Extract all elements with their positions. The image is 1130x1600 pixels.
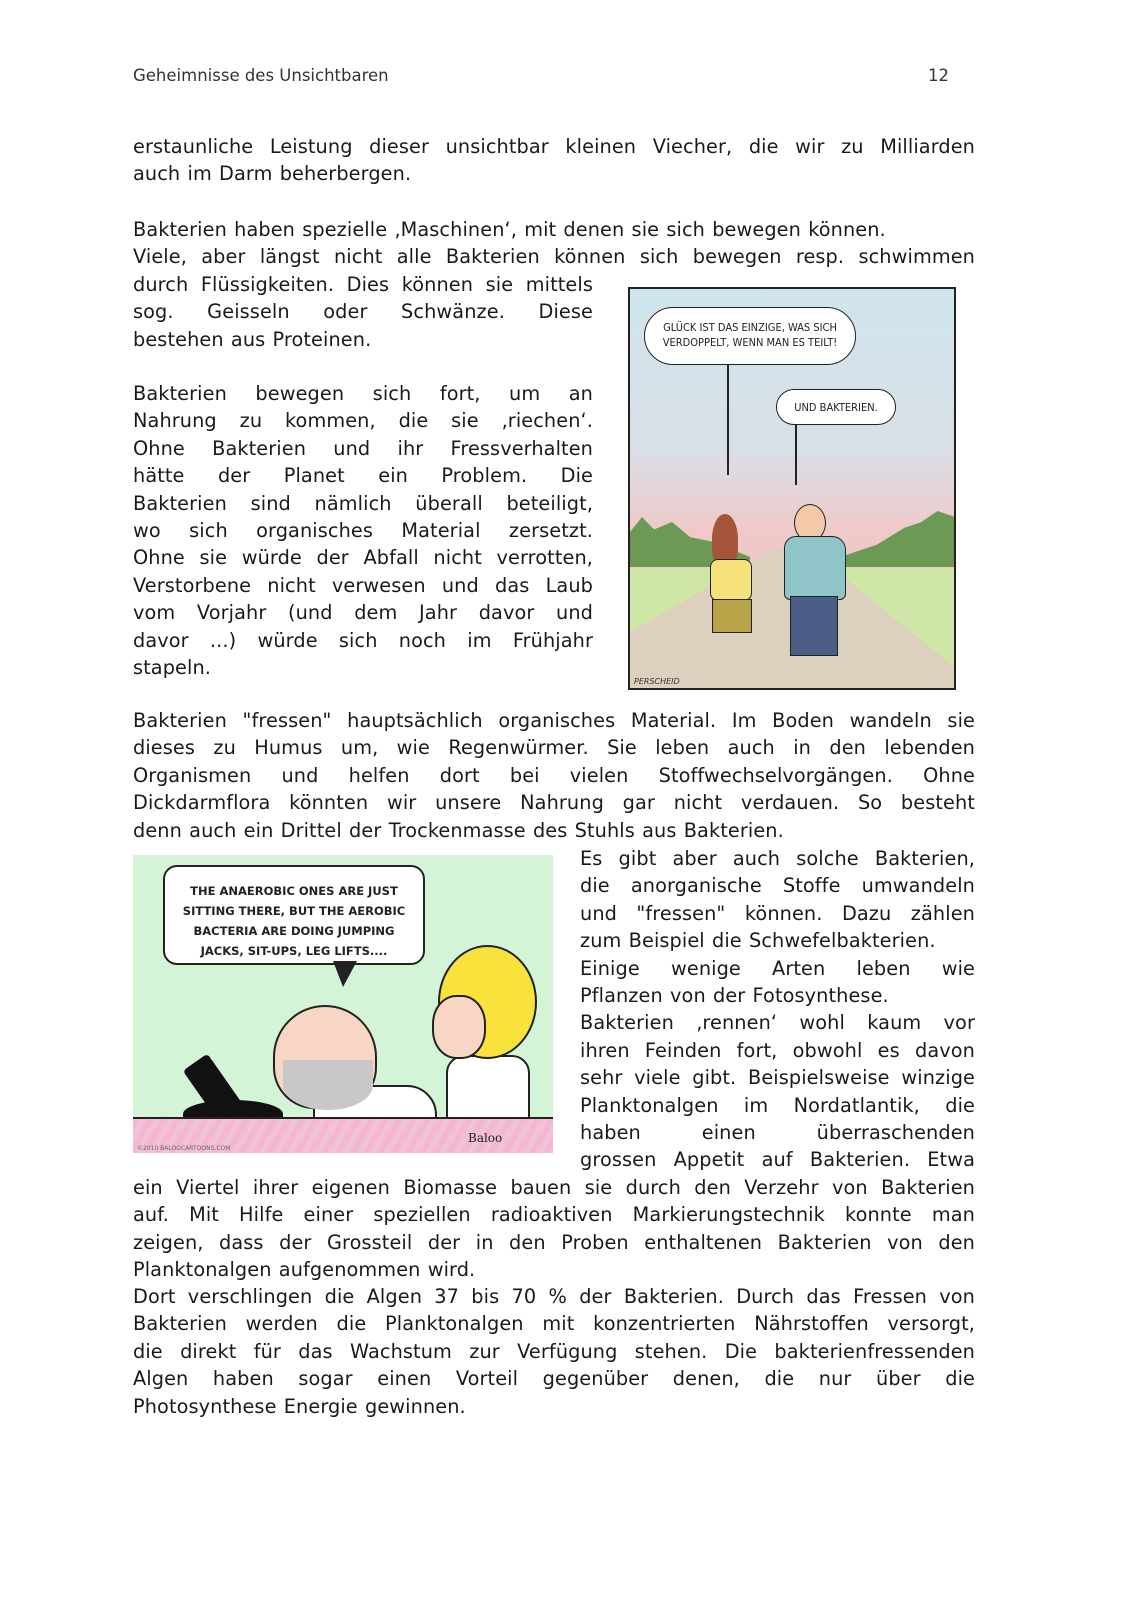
bubble-line: BACTERIA ARE DOING JUMPING	[193, 924, 395, 938]
text-line: Es gibt aber auch solche Bakterien,	[580, 847, 975, 870]
text-line: Photosynthese Energie gewinnen.	[133, 1394, 466, 1418]
text-line: Planktonalgen aufgenommen wird.	[133, 1258, 476, 1282]
woman-figure	[710, 514, 760, 664]
text-line: grossen Appetit auf Bakterien. Etwa	[580, 1148, 975, 1172]
text-line: Pflanzen von der Fotosynthese.	[580, 984, 889, 1008]
text-line: Ohne Bakterien und ihr Fressverhalten	[133, 436, 593, 460]
woman-figure	[428, 945, 538, 1135]
speech-tail	[795, 425, 797, 485]
man-figure	[780, 504, 850, 664]
text-line: Bakterien sind nämlich überall beteiligt,	[133, 491, 593, 515]
text-line: Nahrung zu kommen, die sie ‚riechen‘.	[133, 409, 593, 433]
page-number: 12	[928, 66, 949, 85]
text-line: vom Vorjahr (und dem Jahr davor und	[133, 601, 593, 625]
paragraph-inorganic	[580, 845, 975, 1174]
text-line: Organismen und helfen dort bei vielen Stoffwechselvorgängen. Ohne	[133, 763, 975, 787]
text-line: Bakterien ‚rennen‘ wohl kaum vor	[580, 1011, 975, 1035]
text-line: davor ...) würde sich noch im Frühjahr	[133, 628, 593, 652]
text-line: Bakterien "fressen" hauptsächlich organisches Material. Im Boden wandeln sie	[133, 709, 975, 732]
text-line: Bakterien bewegen sich fort, um an	[133, 382, 593, 405]
speech-bubble-man: UND BAKTERIEN.	[776, 389, 896, 425]
cartoon-signature: PERSCHEID	[634, 677, 680, 686]
text-line: zum Beispiel die Schwefelbakterien.	[580, 929, 936, 953]
cartoon-copyright: ©2010 BALOOCARTOONS.COM	[137, 1145, 231, 1152]
text-line: und "fressen" können. Dazu zählen	[580, 901, 975, 925]
text-line: sog. Geisseln oder Schwänze. Diese	[133, 300, 593, 324]
speech-bubble-scientist	[163, 865, 425, 965]
text-line: haben einen überraschenden	[580, 1121, 975, 1145]
cartoon-aerobic-bacteria	[133, 855, 553, 1153]
bushes-right	[844, 511, 954, 567]
text-line: Verstorbene nicht verwesen und das Laub	[133, 573, 593, 597]
text-line: durch Flüssigkeiten. Dies können sie mittels	[133, 273, 593, 296]
text-line: Dort verschlingen die Algen 37 bis 70 % der Bakterien. Durch das Fressen von	[133, 1285, 975, 1308]
document-title: Geheimnisse des Unsichtbaren	[133, 66, 389, 85]
text-line: Dickdarmflora könnten wir unsere Nahrung gar nicht verdauen. So besteht	[133, 791, 975, 815]
page-header	[133, 66, 949, 92]
paragraph-feeding	[133, 707, 975, 844]
text-line: dieses zu Humus um, wie Regenwürmer. Sie leben auch in den lebenden	[133, 736, 975, 760]
text-line: wo sich organisches Material zersetzt.	[133, 519, 593, 543]
bubble-line: THE ANAEROBIC ONES ARE JUST	[190, 884, 398, 898]
bubble-line: SITTING THERE, BUT THE AEROBIC	[182, 904, 406, 918]
text-line: Bakterien haben spezielle ‚Maschinen‘, mit denen sie sich bewegen können.	[133, 218, 886, 241]
text-line: auch im Darm beherbergen.	[133, 162, 412, 186]
text-line: bestehen aus Proteinen.	[133, 327, 372, 351]
text-line: stapeln.	[133, 656, 212, 680]
paragraph-movement-cont	[133, 271, 593, 353]
paragraph-plankton	[133, 1174, 975, 1284]
text-line: ihren Feinden fort, obwohl es davon	[580, 1038, 975, 1062]
text-line: ein Viertel ihrer eigenen Biomasse bauen sie durch den Verzehr von Bakterien	[133, 1176, 975, 1199]
text-line: sehr viele gibt. Beispielsweise winzige	[580, 1066, 975, 1090]
text-line: erstaunliche Leistung dieser unsichtbar kleinen Viecher, die wir zu Milliarden	[133, 135, 975, 158]
text-line: zeigen, dass der Grossteil der in den Proben enthaltenen Bakterien von den	[133, 1230, 975, 1254]
text-line: hätte der Planet ein Problem. Die	[133, 464, 593, 488]
paragraph-movement	[133, 216, 975, 271]
text-line: Viele, aber längst nicht alle Bakterien können sich bewegen resp. schwimmen	[133, 245, 975, 269]
bubble-line: JACKS, SIT-UPS, LEG LIFTS....	[200, 944, 388, 958]
text-line: Algen haben sogar einen Vorteil gegenüber denen, die nur über die	[133, 1367, 975, 1391]
text-line: Bakterien werden die Planktonalgen mit konzentrierten Nährstoffen versorgt,	[133, 1312, 975, 1336]
text-line: Ohne sie würde der Abfall nicht verrotten,	[133, 546, 593, 570]
text-line: auf. Mit Hilfe einer speziellen radioaktiven Markierungstechnik konnte man	[133, 1203, 975, 1227]
text-line: Einige wenige Arten leben wie	[580, 956, 975, 980]
speech-tail	[333, 961, 357, 987]
text-line: die direkt für das Wachstum zur Verfügung stehen. Die bakterienfressenden	[133, 1339, 975, 1363]
cartoon-signature: Baloo	[468, 1131, 503, 1145]
paragraph-intro	[133, 133, 975, 188]
speech-bubble-woman: GLÜCK IST DAS EINZIGE, WAS SICH VERDOPPELT, WENN MAN ES TEILT!	[644, 307, 856, 365]
paragraph-decomposition	[133, 380, 593, 681]
text-line: die anorganische Stoffe umwandeln	[580, 874, 975, 898]
speech-tail	[727, 365, 729, 475]
text-line: Planktonalgen im Nordatlantik, die	[580, 1093, 975, 1117]
cartoon-happiness-bacteria	[628, 287, 956, 690]
paragraph-algae	[133, 1283, 975, 1420]
text-line: denn auch ein Drittel der Trockenmasse des Stuhls aus Bakterien.	[133, 818, 784, 842]
